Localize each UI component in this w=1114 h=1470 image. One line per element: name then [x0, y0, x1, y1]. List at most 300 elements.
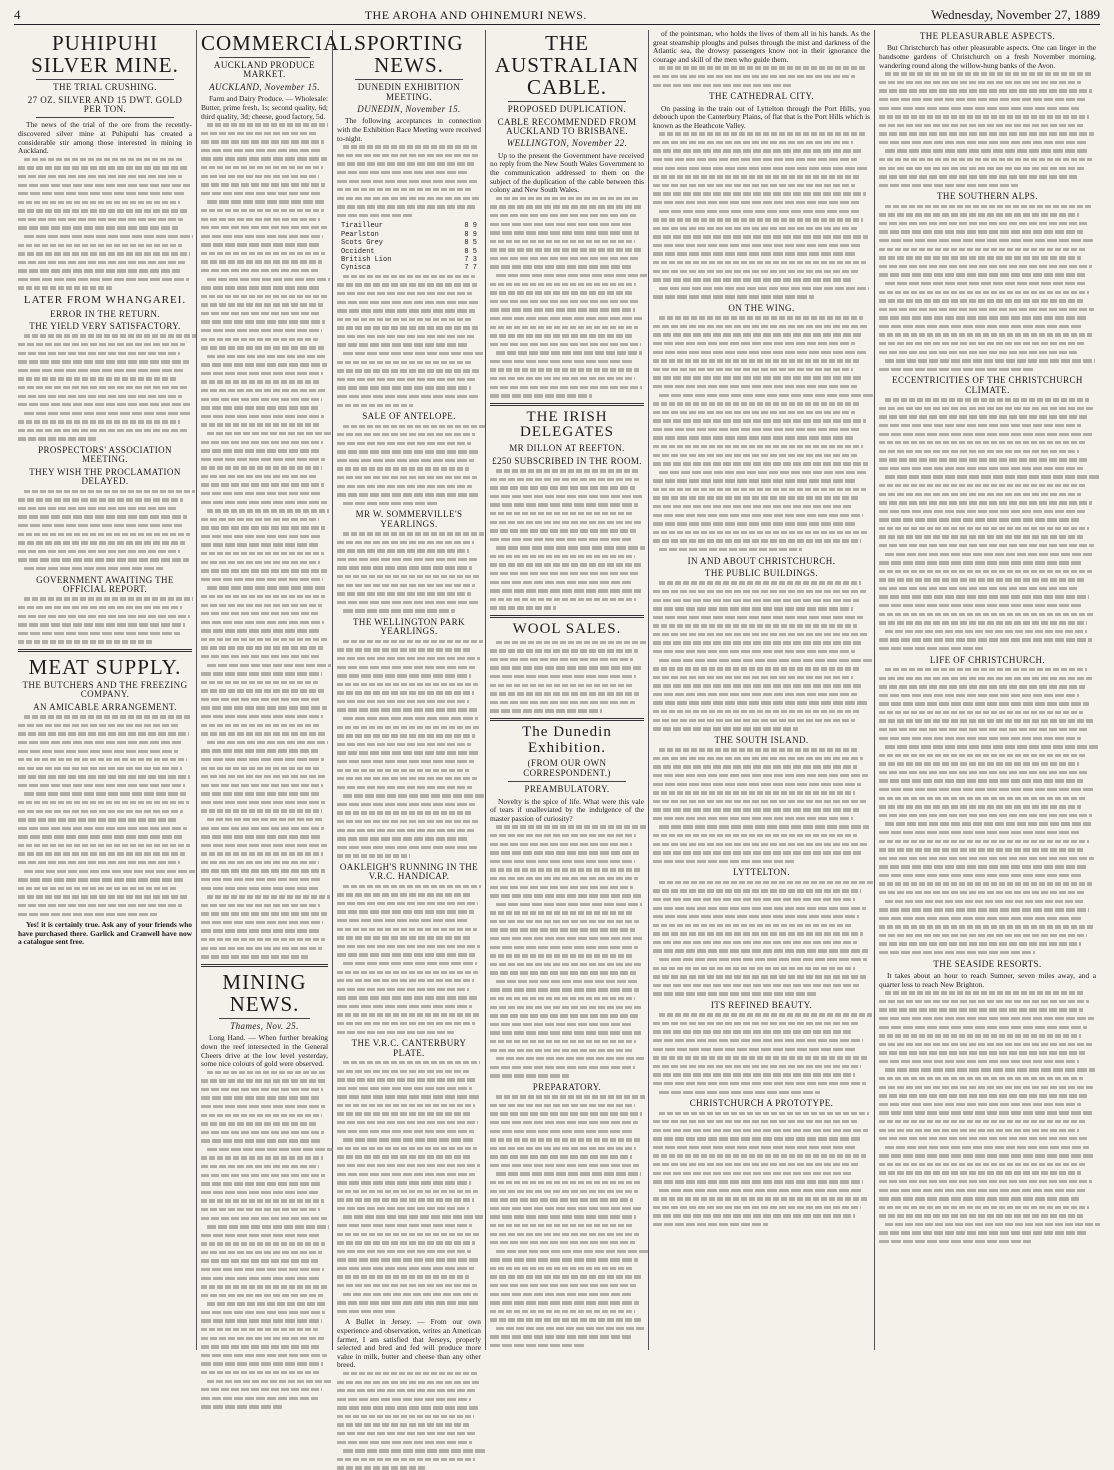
- text-line: [879, 570, 1092, 573]
- text-line: [18, 724, 180, 727]
- text-line: [653, 325, 868, 328]
- text-line: [659, 825, 869, 828]
- text-line: [490, 386, 642, 389]
- text-line: [18, 386, 187, 389]
- text-line: [201, 1199, 324, 1202]
- text-line: [653, 624, 857, 627]
- text-line: [496, 1095, 645, 1098]
- text-line: [18, 741, 183, 744]
- text-line: [490, 308, 635, 311]
- subhead-on-the-wing: ON THE WING.: [728, 302, 795, 313]
- text-line: [201, 338, 318, 341]
- text-line: [201, 260, 322, 263]
- headline-whangarei: LATER FROM WHANGAREI.: [23, 294, 187, 307]
- text-line: [18, 732, 189, 735]
- subhead-yield-satisfactory: THE YIELD VERY SATISFACTORY.: [29, 321, 181, 332]
- text-line: [490, 1121, 638, 1124]
- text-line: [343, 532, 484, 535]
- text-line: [879, 1197, 1079, 1200]
- text-line: [490, 834, 636, 837]
- text-line: [879, 433, 1092, 436]
- text-line: [490, 701, 635, 704]
- text-line: [337, 1389, 475, 1392]
- text-line: [879, 124, 1083, 127]
- text-line: [496, 903, 642, 906]
- text-lines: [490, 825, 644, 1077]
- text-line: [337, 467, 469, 470]
- text-line: [201, 441, 323, 444]
- text-line: [490, 1031, 641, 1034]
- text-lines: [490, 469, 644, 610]
- text-line: [879, 325, 1081, 328]
- text-line: [18, 632, 180, 635]
- text-line: [653, 201, 859, 204]
- table-row: British Lion 7 3: [341, 256, 477, 265]
- text-lines: [653, 132, 870, 298]
- text-line: [879, 1129, 1079, 1132]
- text-line: [879, 1214, 1083, 1217]
- text-line: [653, 385, 857, 388]
- text-line: [18, 252, 190, 255]
- text-line: [201, 423, 320, 426]
- text-line: [18, 887, 178, 890]
- text-line: [337, 326, 478, 329]
- text-line: [337, 601, 478, 604]
- text-line: [653, 488, 866, 491]
- text-line: [653, 141, 853, 144]
- text-line: [18, 261, 185, 264]
- text-line: [337, 283, 477, 286]
- text-line: [490, 1241, 635, 1244]
- text-line: [201, 809, 322, 812]
- text-line: [337, 1284, 477, 1287]
- text-line: [201, 1131, 324, 1134]
- text-line: [201, 629, 320, 632]
- table-row: Scots Grey 8 5: [341, 239, 477, 248]
- text-line: [18, 801, 189, 804]
- text-line: [18, 278, 189, 281]
- column-6: [875, 30, 1100, 1350]
- text-line: [490, 512, 633, 515]
- subhead-cathedral-city: THE CATHEDRAL CITY.: [709, 91, 814, 102]
- text-line: [653, 1048, 857, 1051]
- text-line: [201, 149, 320, 152]
- text-line: [343, 609, 455, 612]
- text-line: [337, 558, 477, 561]
- text-line: [490, 598, 636, 601]
- text-line: [653, 783, 861, 786]
- text-line: [337, 726, 480, 729]
- text-line: [653, 84, 792, 87]
- text-line: [653, 227, 857, 230]
- text-line: [879, 677, 1092, 680]
- text-line: [337, 1250, 471, 1253]
- text-line: [201, 1105, 325, 1108]
- text-line: [201, 415, 324, 418]
- text-line: [879, 458, 1089, 461]
- text-line: [201, 578, 323, 581]
- text-line: [490, 868, 642, 871]
- text-line: [18, 784, 185, 787]
- text-line: [490, 1258, 638, 1261]
- text-line: [343, 1449, 486, 1452]
- text-line: [201, 912, 327, 915]
- text-line: [337, 309, 475, 312]
- text-line: [18, 420, 180, 423]
- text-line: [337, 700, 469, 703]
- text-line: [653, 1197, 868, 1200]
- text-line: [653, 1163, 859, 1166]
- text-line: [201, 767, 320, 770]
- text-line: [653, 684, 863, 687]
- text-line: [490, 257, 638, 260]
- text-line: [879, 81, 1081, 84]
- text-line: [337, 1112, 471, 1115]
- text-line: [337, 1258, 478, 1261]
- text-line: [201, 1156, 323, 1159]
- text-line: [879, 1206, 1089, 1209]
- text-line: [490, 860, 635, 863]
- text-line: [337, 395, 478, 398]
- text-line: [18, 166, 187, 169]
- text-line: [337, 1190, 478, 1193]
- text-line: [653, 261, 866, 264]
- text-line: [337, 1423, 469, 1426]
- text-line: [337, 971, 478, 974]
- text-line: [659, 66, 867, 69]
- text-lines: [18, 490, 192, 571]
- text-line: [18, 209, 189, 212]
- text-line: [201, 612, 318, 615]
- text-line: [496, 546, 645, 549]
- text-line: [490, 326, 638, 329]
- text-line: [879, 1000, 1089, 1003]
- text-lines: [879, 72, 1096, 187]
- text-line: [201, 295, 327, 298]
- text-line: [337, 988, 469, 991]
- text-line: [18, 218, 183, 221]
- text-line: [885, 822, 1091, 825]
- text-line: [490, 886, 633, 889]
- column-5: [649, 30, 875, 1350]
- table-row: Cynisca 7 7: [341, 264, 477, 273]
- text-line: [653, 932, 863, 935]
- text-line: [18, 606, 182, 609]
- text-line: [490, 581, 633, 584]
- text-line: [879, 493, 1081, 496]
- text-line: [337, 343, 469, 346]
- text-line: [490, 1138, 641, 1141]
- text-line: [879, 415, 1087, 418]
- columns: [14, 29, 1100, 1370]
- text-line: [653, 941, 857, 944]
- text-line: [653, 641, 861, 644]
- text-line: [879, 805, 1081, 808]
- text-line: [879, 578, 1085, 581]
- text-line: [337, 1031, 454, 1034]
- cable-lead: Up to the present the Government have received no reply from the New South Wales Government to the communication addressed to them on the subject of the duplication of the cable between this colony and New South Wales.: [490, 150, 644, 195]
- text-line: [18, 640, 154, 643]
- text-line: [653, 158, 857, 161]
- text-line: [490, 692, 639, 695]
- text-line: [337, 205, 475, 208]
- text-line: [653, 539, 861, 542]
- text-line: [343, 425, 486, 428]
- text-line: [653, 1065, 861, 1068]
- text-line: [201, 638, 327, 641]
- subhead-prototype: CHRISTCHURCH A PROTOTYPE.: [689, 1098, 834, 1109]
- text-line: [18, 192, 185, 195]
- text-line: [337, 188, 472, 191]
- text-line: [18, 437, 96, 440]
- text-line: [201, 1096, 319, 1099]
- text-line: [496, 469, 638, 472]
- text-line: [207, 1148, 333, 1151]
- text-lines: [18, 158, 192, 290]
- dateline-thames: Thames, Nov. 25.: [230, 1020, 299, 1031]
- text-line: [653, 454, 857, 457]
- sporting-lead: The following acceptances in connection with the Exhibition Race Meeting were received to-night.: [337, 116, 481, 143]
- text-line: [885, 72, 1093, 75]
- text-line: [885, 1223, 1100, 1226]
- text-line: [653, 1022, 859, 1025]
- text-line: [653, 531, 868, 534]
- text-line: [337, 777, 477, 780]
- text-line: [343, 352, 483, 355]
- text-line: [653, 834, 857, 837]
- text-line: [201, 921, 323, 924]
- text-lines: [653, 748, 870, 863]
- subhead-canterbury-plate: THE V.R.C. CANTERBURY PLATE.: [351, 1038, 467, 1058]
- text-line: [201, 192, 322, 195]
- text-line: [18, 244, 182, 247]
- text-line: [18, 541, 185, 544]
- text-line: [659, 581, 861, 584]
- text-line: [201, 1354, 327, 1357]
- text-line: [201, 1139, 320, 1142]
- text-line: [490, 240, 635, 243]
- text-line: [337, 566, 472, 569]
- text-line: [337, 691, 474, 694]
- subhead-south-island: THE SOUTH ISLAND.: [714, 734, 809, 745]
- table-row: Occident 8 5: [341, 247, 477, 256]
- text-line: [201, 784, 323, 787]
- text-line: [201, 775, 327, 778]
- text-line: [879, 1034, 1081, 1037]
- text-line: [337, 442, 471, 445]
- market-lead: Farm and Dairy Produce. — Wholesale: Butter, prime fresh, 1s; second quality, 6d; third quality, 3d; cheese, good factory, 5d.: [201, 94, 328, 121]
- text-line: [201, 1079, 327, 1082]
- text-line: [653, 967, 855, 970]
- jersey-article: A Bullet in Jersey. — From our own experience and observation, writes an American farmer, I am satisfied that Jerseys, properly selected and bred and fed will produce more value in milk, butter and cheese than any other breed.: [337, 1317, 481, 1370]
- text-line: [337, 1155, 472, 1158]
- text-line: [201, 672, 322, 675]
- text-line: [879, 424, 1081, 427]
- text-line: [653, 175, 861, 178]
- text-line: [201, 1234, 319, 1237]
- text-line: [201, 175, 319, 178]
- text-line: [201, 312, 319, 315]
- text-lines: [201, 123, 328, 958]
- text-line: [207, 741, 328, 744]
- text-line: [879, 248, 1087, 251]
- text-line: [337, 979, 474, 982]
- text-line: [201, 372, 323, 375]
- text-line: [879, 1231, 1087, 1234]
- text-line: [490, 377, 635, 380]
- text-line: [201, 1088, 323, 1091]
- text-line: [885, 282, 1085, 285]
- text-line: [18, 429, 189, 432]
- text-line: [337, 734, 475, 737]
- headline-mining-news: MINING NEWS.: [222, 969, 307, 1016]
- text-line: [653, 235, 868, 238]
- text-line: [337, 485, 472, 488]
- text-line: [490, 231, 639, 234]
- text-line: [201, 1182, 322, 1185]
- text-line: [659, 1189, 863, 1192]
- text-lines: [653, 1112, 870, 1227]
- text-line: [201, 1362, 323, 1365]
- text-lines: [18, 597, 192, 643]
- text-lines: [337, 640, 481, 858]
- text-line: [653, 727, 798, 730]
- text-line: [337, 811, 471, 814]
- text-line: [879, 685, 1085, 688]
- text-line: [879, 1077, 1083, 1080]
- text-line: [337, 708, 477, 711]
- text-line: [337, 760, 474, 763]
- subhead-seaside: THE SEASIDE RESORTS.: [933, 958, 1042, 969]
- text-line: [879, 316, 1087, 319]
- text-line: [24, 490, 195, 493]
- text-line: [343, 640, 483, 643]
- text-line: [18, 352, 180, 355]
- text-line: [879, 647, 983, 650]
- text-lines: [653, 581, 870, 730]
- text-line: [879, 158, 1092, 161]
- text-line: [201, 1337, 324, 1340]
- text-line: [18, 775, 190, 778]
- text-line: [201, 466, 322, 469]
- text-line: [337, 1466, 425, 1469]
- text-line: [337, 751, 478, 754]
- text-line: [490, 684, 632, 687]
- text-line: [337, 549, 469, 552]
- text-line: [201, 749, 318, 752]
- text-line: [18, 403, 190, 406]
- text-line: [653, 192, 866, 195]
- text-line: [201, 501, 327, 504]
- text-line: [343, 1293, 478, 1296]
- text-line: [201, 389, 325, 392]
- text-line: [337, 318, 471, 321]
- text-line: [659, 287, 869, 290]
- text-line: [659, 1091, 820, 1094]
- text-line: [337, 683, 478, 686]
- table-row: Tirailleur 8 9: [341, 222, 477, 231]
- text-line: [490, 223, 632, 226]
- headline-commercial: COMMERCIAL.: [201, 31, 360, 55]
- text-line: [337, 1458, 475, 1461]
- text-line: [207, 355, 326, 358]
- text-line: [659, 958, 867, 961]
- text-line: [653, 1154, 866, 1157]
- text-line: [337, 919, 469, 922]
- text-line: [201, 449, 319, 452]
- text-line: [653, 676, 853, 679]
- text-line: [201, 887, 318, 890]
- text-line: [879, 595, 1089, 598]
- text-line: [18, 861, 180, 864]
- subhead-government: GOVERNMENT AWAITING THE OFFICIAL REPORT.: [36, 574, 174, 594]
- text-line: [207, 895, 330, 898]
- text-line: [879, 230, 1083, 233]
- acceptances-table: [341, 222, 477, 272]
- text-line: [879, 501, 1092, 504]
- text-line: [207, 278, 330, 281]
- text-line: [879, 934, 1087, 937]
- text-line: [337, 893, 471, 896]
- text-line: [490, 658, 633, 661]
- text-line: [337, 1267, 474, 1270]
- text-line: [879, 535, 1083, 538]
- text-line: [653, 599, 859, 602]
- text-line: [490, 988, 639, 991]
- text-line: [337, 369, 480, 372]
- text-line: [201, 852, 323, 855]
- text-line: [337, 1415, 474, 1418]
- text-line: [201, 689, 324, 692]
- text-line: [337, 648, 472, 651]
- text-line: [879, 441, 1085, 444]
- text-line: [490, 1049, 632, 1052]
- text-line: [201, 929, 319, 932]
- text-line: [653, 1039, 863, 1042]
- text-line: [490, 1284, 636, 1287]
- text-line: [201, 475, 318, 478]
- text-line: [18, 758, 187, 761]
- text-line: [201, 724, 319, 727]
- text-line: [201, 861, 319, 864]
- subhead-in-and-about: IN AND ABOUT CHRISTCHURCH.: [687, 555, 836, 566]
- text-line: [490, 920, 639, 923]
- text-line: [201, 346, 324, 349]
- text-line: [879, 1189, 1085, 1192]
- text-line: [490, 1301, 639, 1304]
- text-line: [337, 1441, 472, 1444]
- subhead-lyttelton: LYTTELTON.: [733, 867, 790, 878]
- text-line: [659, 394, 874, 397]
- page-number: 4: [14, 7, 21, 22]
- text-line: [490, 521, 641, 524]
- text-line: [201, 320, 325, 323]
- text-line: [490, 1198, 633, 1201]
- text-line: [879, 587, 1079, 590]
- text-line: [337, 1070, 469, 1073]
- text-line: [879, 1051, 1085, 1054]
- text-line: [653, 667, 859, 670]
- text-line: [201, 758, 324, 761]
- text-line: [496, 1172, 641, 1175]
- text-line: [490, 360, 632, 363]
- text-line: [490, 1023, 633, 1026]
- text-line: [879, 1086, 1094, 1089]
- text-line: [490, 529, 636, 532]
- text-line: [207, 1380, 331, 1383]
- text-lines: [337, 885, 481, 1034]
- text-line: [201, 595, 325, 598]
